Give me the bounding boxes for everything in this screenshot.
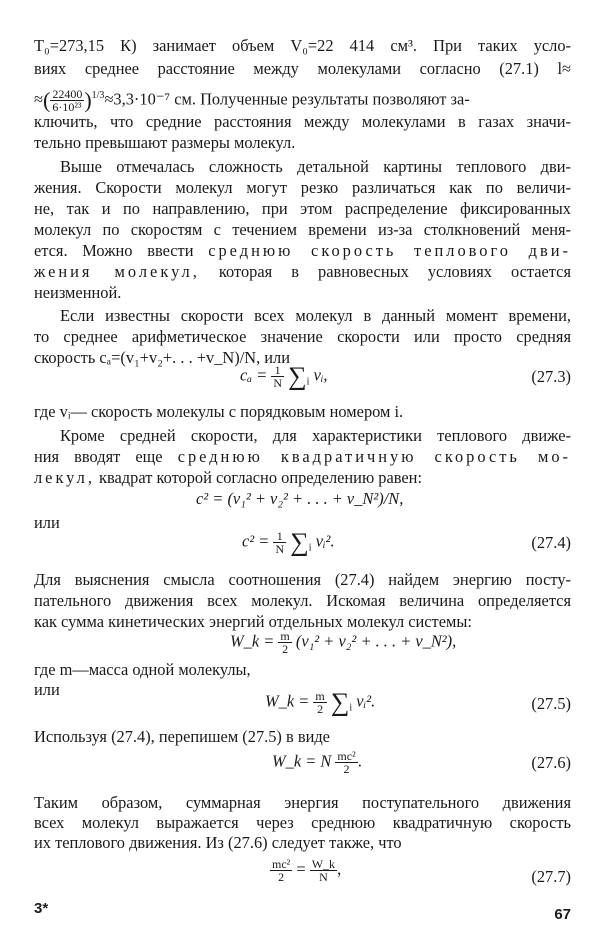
text-line xyxy=(34,241,571,261)
spaced-term: лекул, xyxy=(34,468,95,487)
equation-27-5 xyxy=(265,687,376,719)
fraction-numerator: 1 xyxy=(271,364,284,377)
fraction-denominator: 2 xyxy=(343,762,350,776)
fraction-denominator: N xyxy=(273,376,283,390)
eq-punct: . xyxy=(357,751,362,771)
fraction xyxy=(313,690,326,715)
fraction-denominator: 2 xyxy=(278,870,285,884)
text-segment: ≈3,3·10⁻⁷ см. Полученные результаты позволяют за- xyxy=(104,89,470,109)
text-line: ключить, что средние расстояния между молекулами в газах значи- xyxy=(34,112,571,131)
approx-sign: ≈ xyxy=(34,89,43,109)
text-segment: ется. Можно ввести xyxy=(34,241,194,260)
equation-number: (27.7) xyxy=(531,867,571,886)
text-line: Выше отмечалась сложность детальной картины теплового дви- xyxy=(60,157,571,176)
sum-index: i xyxy=(349,702,353,714)
text-line xyxy=(34,447,571,467)
spaced-term: среднюю квадратичную скорость мо- xyxy=(177,447,571,466)
spaced-term: среднюю скорость теплового дви- xyxy=(208,241,571,260)
text-line: неизменной. xyxy=(34,283,122,302)
text-line xyxy=(34,262,571,282)
eq-lhs: cₐ = xyxy=(240,365,268,385)
equation-27-4 xyxy=(242,527,335,559)
eq-lhs: W_k = xyxy=(265,691,310,711)
fraction xyxy=(50,88,84,113)
equation-27-7 xyxy=(270,858,341,883)
eq-rhs: vᵢ, xyxy=(313,365,328,385)
text-line: тельно превышают размеры молекул. xyxy=(34,133,296,152)
eq-body: c² = (v₁² + v₂² + . . . + v_N²)/N, xyxy=(196,489,404,508)
text-line-formula: ≈( $\frac{22400}{\text{6·10²³}}$ )$^{1/3}$≈3,3·10⁻⁷ см. Полученные результаты позволяют за- xyxy=(34,87,470,115)
fraction-denominator: 2 xyxy=(317,702,324,716)
eq-rhs: vᵢ². xyxy=(356,691,376,711)
equation-number: (27.4) xyxy=(531,533,571,552)
text-line: или xyxy=(34,513,60,532)
sum-index: i xyxy=(306,376,310,388)
fraction xyxy=(335,750,357,775)
equation-c2-definition xyxy=(196,488,403,510)
fraction xyxy=(310,858,337,883)
text-line xyxy=(34,468,571,488)
exponent: 1/3 xyxy=(91,90,105,101)
text-line: Кроме средней скорости, для характеристики теплового движе- xyxy=(60,426,571,445)
text-line: Таким образом, суммарная энергия поступательного движения xyxy=(34,793,571,812)
signature-mark: 3* xyxy=(34,900,49,917)
text-line: где vᵢ— скорость молекулы с порядковым номером i. xyxy=(34,402,404,421)
sum-symbol: ∑ xyxy=(290,527,309,557)
fraction-numerator: mc² xyxy=(337,749,356,763)
equation-27-3 xyxy=(240,361,328,393)
equation-kinetic-energy xyxy=(230,630,456,655)
equation-number: (27.5) xyxy=(531,694,571,713)
fraction-numerator: 22400 xyxy=(52,87,83,102)
fraction-numerator: 1 xyxy=(273,530,286,543)
text-line: Для выяснения смысла соотношения (27.4) найдем энергию посту- xyxy=(34,570,571,589)
text-line: как сумма кинетических энергий отдельных молекул системы: xyxy=(34,612,472,631)
text-segment: ния вводят еще xyxy=(34,447,163,466)
fraction-denominator: N xyxy=(319,870,328,884)
text-line: их теплового движения. Из (27.6) следует также, что xyxy=(34,833,402,852)
text-line: T₀=273,15 К) занимает объем V₀=22 414 см³. При таких усло- xyxy=(34,36,571,55)
text-line: жения. Скорости молекул могут резко различаться как по величи- xyxy=(34,178,571,197)
eq-lhs: c² = xyxy=(242,531,270,551)
eq-lhs: W_k = xyxy=(230,631,275,651)
fraction-numerator: W_k xyxy=(311,857,336,871)
fraction-denominator: 6·10²³ xyxy=(52,100,82,115)
equation-number: (27.3) xyxy=(531,367,571,386)
eq-rhs: (v₁² + v₂² + . . . + v_N²), xyxy=(295,631,457,651)
fraction xyxy=(270,858,292,883)
text-line: Если известны скорости всех молекул в данный момент времени, xyxy=(60,306,571,325)
fraction-numerator: m xyxy=(280,629,290,643)
eq-punct: , xyxy=(337,859,342,879)
text-segment: квадрат которой согласно определению равен: xyxy=(99,468,423,487)
text-line: виях среднее расстояние между молекулами согласно (27.1) l≈ xyxy=(34,59,571,78)
sum-index: i xyxy=(308,542,312,554)
fraction-numerator: m xyxy=(315,689,325,703)
sum-symbol: ∑ xyxy=(288,361,307,391)
text-line: всех молекул выражается через среднюю квадратичную скорость xyxy=(34,813,571,832)
eq-rhs: vᵢ². xyxy=(315,531,335,551)
fraction xyxy=(271,364,284,389)
fraction-numerator: mc² xyxy=(272,857,291,871)
eq-lhs: W_k = N xyxy=(272,751,332,771)
fraction xyxy=(278,630,291,655)
spaced-term: жения молекул, xyxy=(34,262,200,281)
equation-27-6 xyxy=(272,750,362,775)
page-number: 67 xyxy=(554,906,571,923)
equals-sign: = xyxy=(296,859,306,879)
text-line: или xyxy=(34,680,60,699)
text-line: не, так и по направлению, при этом распределение фиксированных xyxy=(34,199,571,218)
text-line: скорость cₐ=(v₁+v₂+. . . +v_N)/N, или xyxy=(34,348,290,367)
fraction-denominator: N xyxy=(275,542,285,556)
text-line: молекул по скоростям с течением времени из-за столкновений меня- xyxy=(34,220,571,239)
fraction-denominator: 2 xyxy=(282,642,289,656)
text-line: то среднее арифметическое значение скорости или просто средняя xyxy=(34,327,571,346)
text-line: пательного движения всех молекул. Искомая величина определяется xyxy=(34,591,571,610)
text-line: Используя (27.4), перепишем (27.5) в виде xyxy=(34,727,330,746)
text-line: где m—масса одной молекулы, xyxy=(34,660,251,679)
text-segment: которая в равновесных условиях остается xyxy=(218,262,571,281)
equation-number: (27.6) xyxy=(531,753,571,772)
sum-symbol: ∑ xyxy=(330,687,350,717)
fraction xyxy=(273,530,286,555)
